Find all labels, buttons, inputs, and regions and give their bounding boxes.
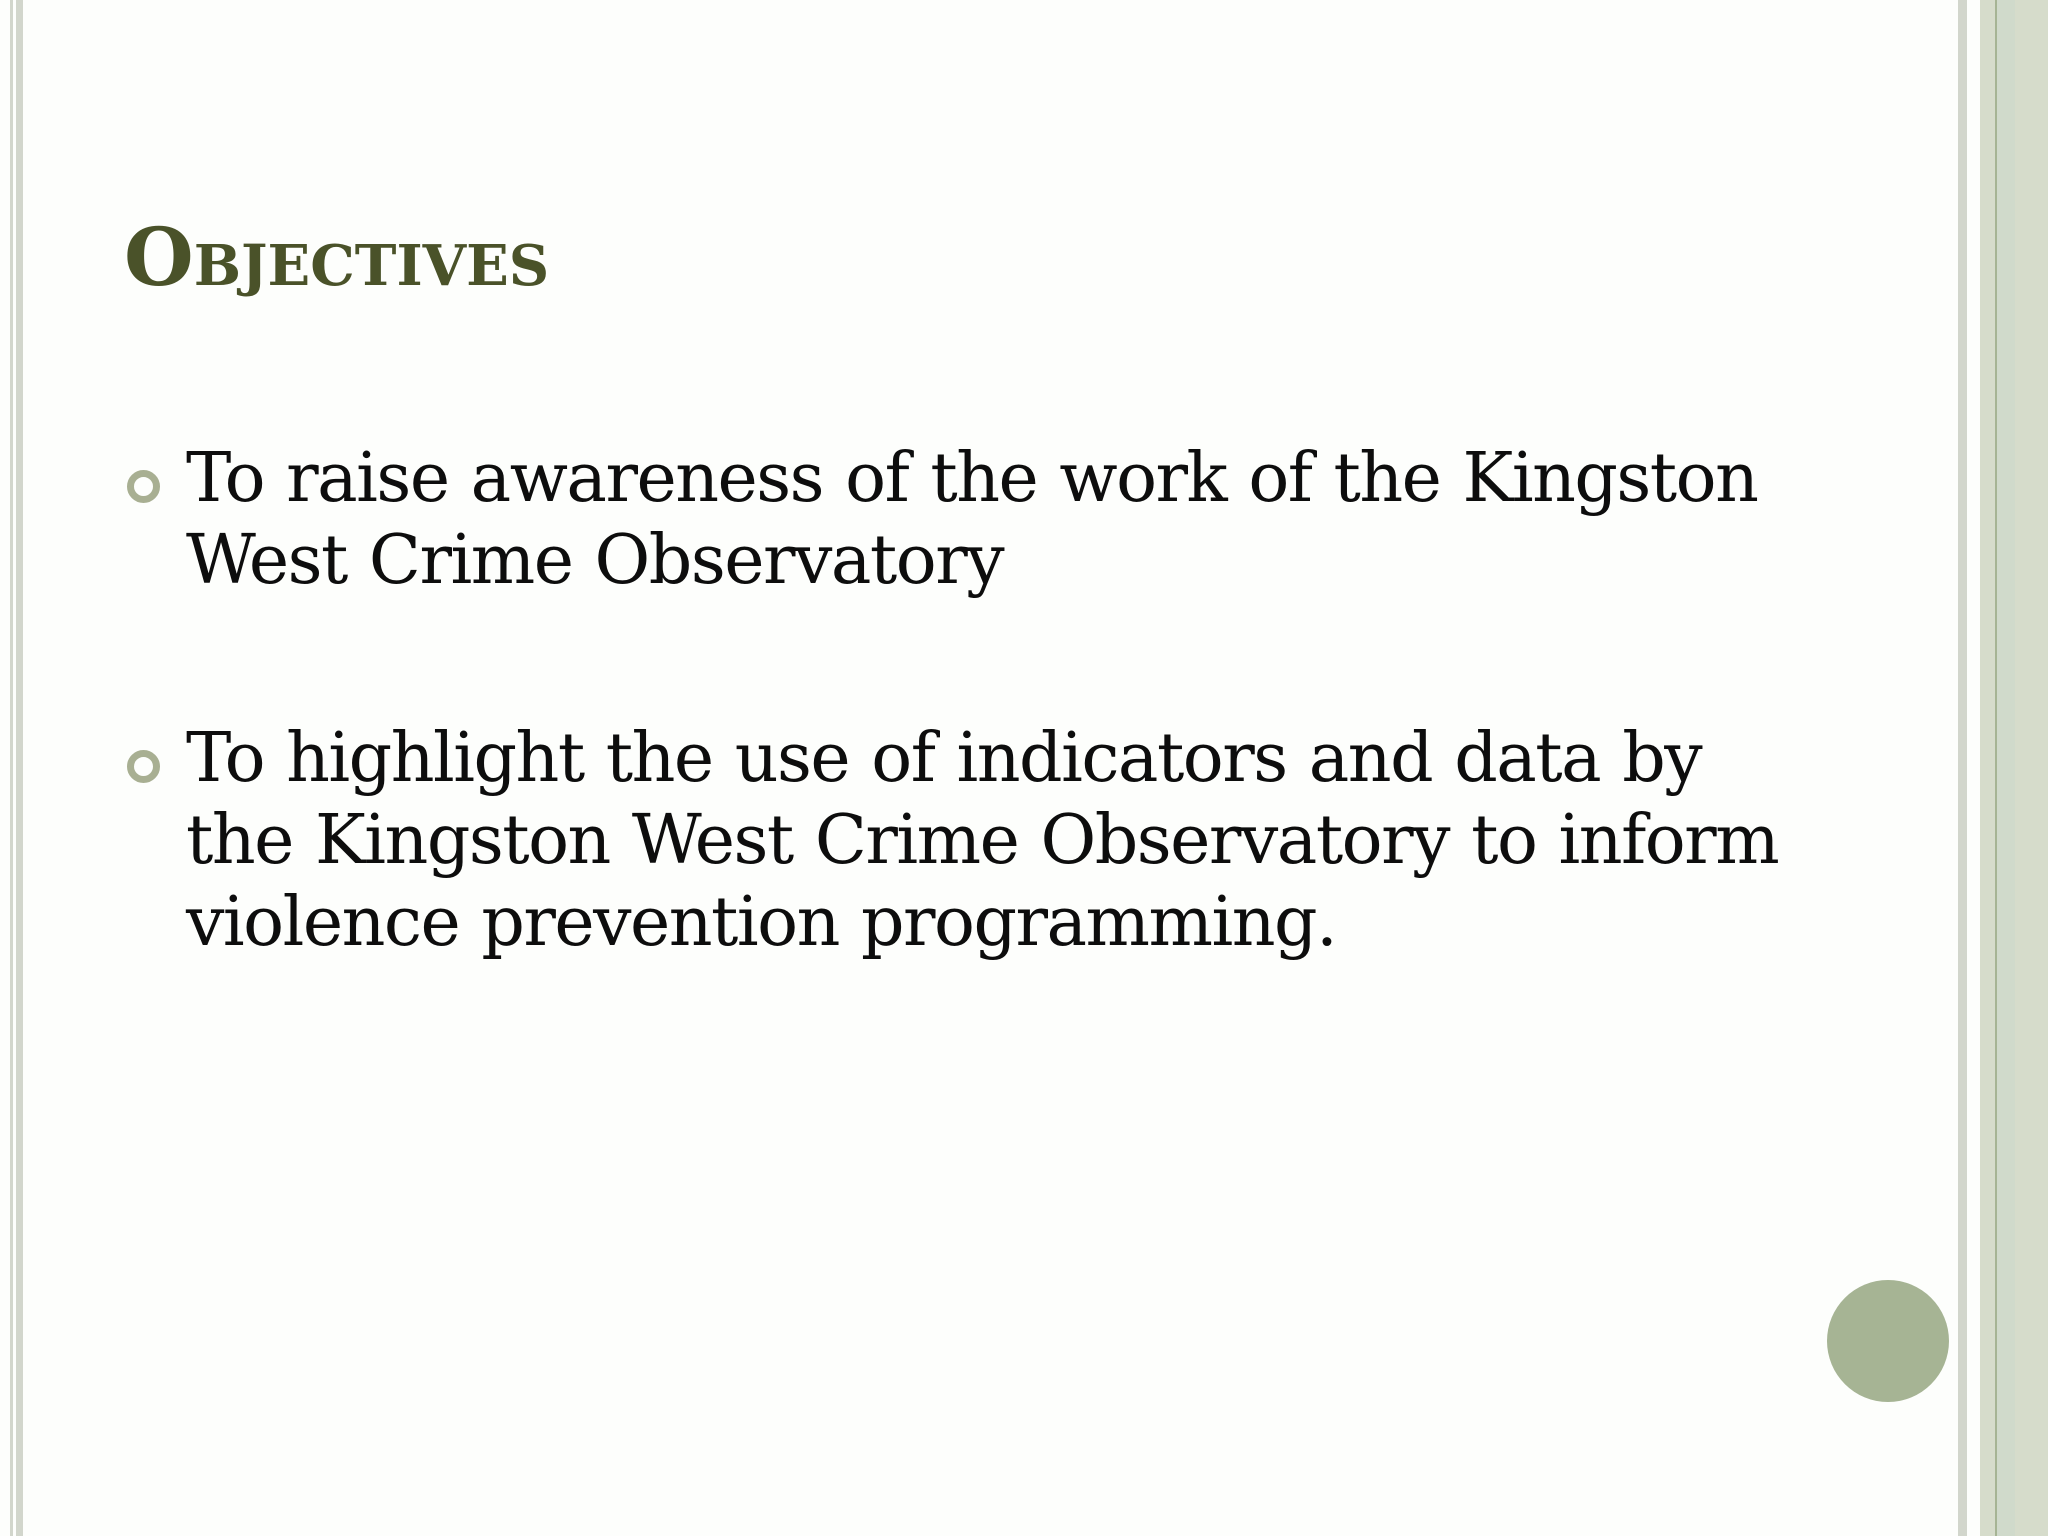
bullet-text: To raise awareness of the work of the Kingston West Crime Observatory <box>186 439 1758 600</box>
right-panel-band <box>1997 0 2015 1536</box>
decorative-circle-icon <box>1827 1280 1949 1402</box>
left-border-thin <box>10 0 13 1536</box>
ring-bullet-icon <box>127 750 160 783</box>
ring-bullet-icon <box>127 470 160 503</box>
bullet-text: To highlight the use of indicators and data by the Kingston West Crime Observatory to inform violence prevention programming. <box>186 719 1779 962</box>
right-border-gray <box>1958 0 1967 1536</box>
left-border-thick <box>16 0 23 1536</box>
slide-title: Objectives <box>124 210 550 304</box>
